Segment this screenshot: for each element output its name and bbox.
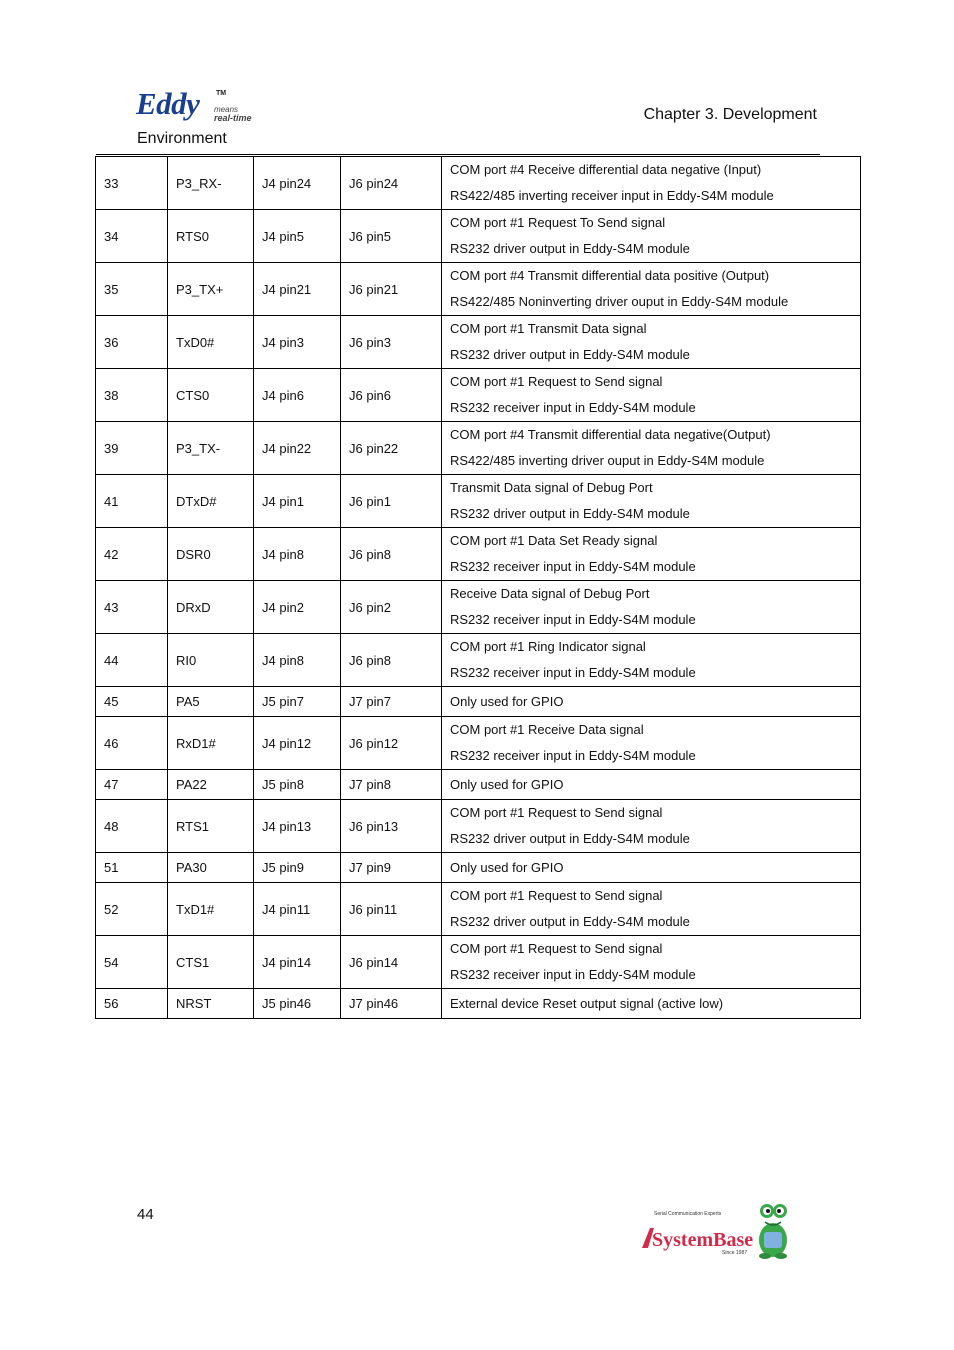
- page-number: 44: [137, 1206, 154, 1223]
- description-cell: [442, 316, 861, 369]
- signal-name-cell: RI0: [168, 634, 254, 687]
- logo-means: means: [214, 105, 239, 114]
- j6-connector-cell: J7 pin9: [341, 853, 442, 883]
- j6-connector-cell: J6 pin1: [341, 475, 442, 528]
- j4-connector-cell: J5 pin46: [254, 989, 341, 1019]
- pin-number-cell: 54: [96, 936, 168, 989]
- table-row: [96, 770, 861, 800]
- table-row: [96, 422, 861, 475]
- chapter-title-continued: Environment: [137, 130, 227, 147]
- description-line: COM port #1 Receive Data signal: [450, 722, 644, 737]
- table-row: [96, 936, 861, 989]
- j6-connector-cell: J6 pin12: [341, 717, 442, 770]
- description-line: RS422/485 inverting driver ouput in Eddy-S4M module: [450, 453, 765, 468]
- pin-number-cell: 34: [96, 210, 168, 263]
- j6-connector-cell: J6 pin6: [341, 369, 442, 422]
- description-cell: [442, 528, 861, 581]
- description-line: COM port #1 Request to Send signal: [450, 805, 663, 820]
- frog-mascot-icon: [759, 1204, 787, 1259]
- table-row: [96, 717, 861, 770]
- description-line: External device Reset output signal (active low): [450, 995, 724, 1011]
- pin-number-cell: 42: [96, 528, 168, 581]
- description-line: RS232 receiver input in Eddy-S4M module: [450, 748, 696, 763]
- header-divider: [96, 154, 820, 155]
- signal-name-cell: TxD0#: [168, 316, 254, 369]
- description-line: COM port #1 Data Set Ready signal: [450, 533, 658, 548]
- j4-connector-cell: J5 pin8: [254, 770, 341, 800]
- j6-connector-cell: J7 pin7: [341, 687, 442, 717]
- j4-connector-cell: J4 pin22: [254, 422, 341, 475]
- table-row: [96, 883, 861, 936]
- table-row: [96, 581, 861, 634]
- description-line: COM port #4 Transmit differential data positive (Output): [450, 268, 770, 283]
- pin-number-cell: 52: [96, 883, 168, 936]
- description-cell: [442, 369, 861, 422]
- j6-connector-cell: J7 pin8: [341, 770, 442, 800]
- description-line: RS232 driver output in Eddy-S4M module: [450, 831, 690, 846]
- pin-number-cell: 47: [96, 770, 168, 800]
- pin-table: [95, 156, 861, 1019]
- j4-connector-cell: J4 pin21: [254, 263, 341, 316]
- signal-name-cell: PA22: [168, 770, 254, 800]
- pin-number-cell: 41: [96, 475, 168, 528]
- j6-connector-cell: J6 pin8: [341, 634, 442, 687]
- table-row: [96, 800, 861, 853]
- description-cell: [442, 210, 861, 263]
- eddy-logo: [136, 86, 256, 126]
- description-line: RS232 driver output in Eddy-S4M module: [450, 506, 690, 521]
- j4-connector-cell: J4 pin11: [254, 883, 341, 936]
- j4-connector-cell: J5 pin9: [254, 853, 341, 883]
- j6-connector-cell: J6 pin2: [341, 581, 442, 634]
- pin-number-cell: 35: [96, 263, 168, 316]
- description-line: COM port #1 Request to Send signal: [450, 941, 663, 956]
- logo-tagline: Serial Communication Experts: [654, 1211, 722, 1217]
- j4-connector-cell: J5 pin7: [254, 687, 341, 717]
- description-line: RS232 receiver input in Eddy-S4M module: [450, 967, 696, 982]
- description-line: RS422/485 inverting receiver input in Eddy-S4M module: [450, 188, 774, 203]
- j6-connector-cell: J6 pin22: [341, 422, 442, 475]
- description-line: RS232 receiver input in Eddy-S4M module: [450, 665, 696, 680]
- description-line: Only used for GPIO: [450, 693, 564, 709]
- description-line: COM port #1 Transmit Data signal: [450, 321, 647, 336]
- description-cell: [442, 634, 861, 687]
- signal-name-cell: DTxD#: [168, 475, 254, 528]
- description-line: RS422/485 Noninverting driver ouput in Eddy-S4M module: [450, 294, 789, 309]
- table-row: [96, 157, 861, 210]
- pin-number-cell: 45: [96, 687, 168, 717]
- description-line: COM port #1 Ring Indicator signal: [450, 639, 646, 654]
- table-row: [96, 210, 861, 263]
- j4-connector-cell: J4 pin8: [254, 634, 341, 687]
- signal-name-cell: P3_RX-: [168, 157, 254, 210]
- j6-connector-cell: J7 pin46: [341, 989, 442, 1019]
- description-line: RS232 receiver input in Eddy-S4M module: [450, 612, 696, 627]
- signal-name-cell: TxD1#: [168, 883, 254, 936]
- signal-name-cell: CTS1: [168, 936, 254, 989]
- description-line: COM port #1 Request to Send signal: [450, 374, 663, 389]
- description-cell: [442, 936, 861, 989]
- j6-connector-cell: J6 pin5: [341, 210, 442, 263]
- table-row: [96, 989, 861, 1019]
- description-line: RS232 driver output in Eddy-S4M module: [450, 347, 690, 362]
- table-row: [96, 475, 861, 528]
- pin-number-cell: 44: [96, 634, 168, 687]
- pin-number-cell: 48: [96, 800, 168, 853]
- table-row: [96, 853, 861, 883]
- description-cell: [442, 883, 861, 936]
- signal-name-cell: RxD1#: [168, 717, 254, 770]
- signal-name-cell: PA5: [168, 687, 254, 717]
- description-line: COM port #1 Request To Send signal: [450, 215, 666, 230]
- table-row: [96, 316, 861, 369]
- pin-number-cell: 33: [96, 157, 168, 210]
- j6-connector-cell: J6 pin13: [341, 800, 442, 853]
- description-line: Receive Data signal of Debug Port: [450, 586, 650, 601]
- description-line: RS232 receiver input in Eddy-S4M module: [450, 400, 696, 415]
- j4-connector-cell: J4 pin1: [254, 475, 341, 528]
- j4-connector-cell: J4 pin6: [254, 369, 341, 422]
- j4-connector-cell: J4 pin14: [254, 936, 341, 989]
- description-cell: [442, 853, 861, 883]
- signal-name-cell: P3_TX-: [168, 422, 254, 475]
- description-line: RS232 driver output in Eddy-S4M module: [450, 241, 690, 256]
- j6-connector-cell: J6 pin8: [341, 528, 442, 581]
- j4-connector-cell: J4 pin24: [254, 157, 341, 210]
- j4-connector-cell: J4 pin3: [254, 316, 341, 369]
- pin-number-cell: 43: [96, 581, 168, 634]
- logo-since: Since 1987: [722, 1250, 748, 1256]
- j4-connector-cell: J4 pin13: [254, 800, 341, 853]
- description-cell: [442, 800, 861, 853]
- signal-name-cell: RTS1: [168, 800, 254, 853]
- description-cell: [442, 687, 861, 717]
- j6-connector-cell: J6 pin21: [341, 263, 442, 316]
- signal-name-cell: DSR0: [168, 528, 254, 581]
- j6-connector-cell: J6 pin3: [341, 316, 442, 369]
- description-cell: [442, 717, 861, 770]
- pin-number-cell: 38: [96, 369, 168, 422]
- pin-number-cell: 46: [96, 717, 168, 770]
- j4-connector-cell: J4 pin2: [254, 581, 341, 634]
- logo-realtime: real-time: [214, 113, 252, 123]
- pin-number-cell: 39: [96, 422, 168, 475]
- pin-number-cell: 56: [96, 989, 168, 1019]
- signal-name-cell: P3_TX+: [168, 263, 254, 316]
- j4-connector-cell: J4 pin5: [254, 210, 341, 263]
- description-line: COM port #1 Request to Send signal: [450, 888, 663, 903]
- description-line: Only used for GPIO: [450, 776, 564, 792]
- description-line: RS232 receiver input in Eddy-S4M module: [450, 559, 696, 574]
- description-cell: [442, 157, 861, 210]
- table-row: [96, 634, 861, 687]
- j6-connector-cell: J6 pin14: [341, 936, 442, 989]
- description-line: Transmit Data signal of Debug Port: [450, 480, 653, 495]
- j6-connector-cell: J6 pin24: [341, 157, 442, 210]
- j6-connector-cell: J6 pin11: [341, 883, 442, 936]
- signal-name-cell: NRST: [168, 989, 254, 1019]
- signal-name-cell: PA30: [168, 853, 254, 883]
- logo-trademark: TM: [216, 90, 227, 97]
- description-line: COM port #4 Receive differential data negative (Input): [450, 162, 762, 177]
- description-line: RS232 driver output in Eddy-S4M module: [450, 914, 690, 929]
- table-row: [96, 687, 861, 717]
- systembase-logo: [640, 1202, 790, 1260]
- description-cell: [442, 989, 861, 1019]
- j4-connector-cell: J4 pin12: [254, 717, 341, 770]
- table-row: [96, 263, 861, 316]
- description-cell: [442, 422, 861, 475]
- logo-word: Eddy: [136, 86, 200, 121]
- description-line: Only used for GPIO: [450, 859, 564, 875]
- logo-name: SystemBase: [652, 1229, 754, 1251]
- signal-name-cell: CTS0: [168, 369, 254, 422]
- description-line: COM port #4 Transmit differential data negative(Output): [450, 427, 771, 442]
- signal-name-cell: RTS0: [168, 210, 254, 263]
- description-cell: [442, 475, 861, 528]
- signal-name-cell: DRxD: [168, 581, 254, 634]
- description-cell: [442, 263, 861, 316]
- table-row: [96, 369, 861, 422]
- pin-number-cell: 36: [96, 316, 168, 369]
- j4-connector-cell: J4 pin8: [254, 528, 341, 581]
- chapter-title: Chapter 3. Development: [643, 106, 817, 123]
- description-cell: [442, 770, 861, 800]
- description-cell: [442, 581, 861, 634]
- table-row: [96, 528, 861, 581]
- pin-number-cell: 51: [96, 853, 168, 883]
